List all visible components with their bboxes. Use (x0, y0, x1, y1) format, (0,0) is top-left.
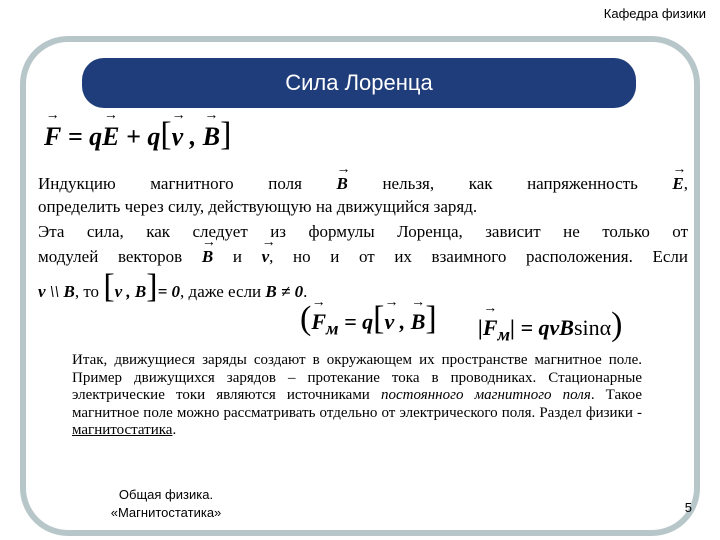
paren-left: ( (300, 300, 312, 337)
inline-b-vector: → B (337, 172, 348, 195)
bracket-left-2: [ (103, 268, 115, 305)
inline-v-vector: → v (262, 245, 270, 268)
fm-eq: = q (338, 309, 374, 334)
footer-course (86, 486, 246, 522)
slide-title-bar (82, 58, 636, 108)
paren-right: ) (611, 306, 623, 343)
formula-comma: , (183, 122, 203, 151)
paragraph-line-3: Эта сила, как следует из формулы Лоренца, зависит не только от (38, 222, 688, 241)
note-part2: . Такое магнитное поле можно рассматривать отдельно от электрического поля. Раздел физики - (72, 387, 642, 421)
mag-sin: sinα (573, 315, 612, 340)
fm-vector: → F (311, 309, 326, 335)
force-vector: → F (44, 122, 61, 152)
paragraph-line-5 (38, 268, 688, 305)
v-vector: → v (172, 122, 184, 152)
footer-line-2: «Магнитостатика» (110, 505, 222, 520)
mag-f-vector: → F (483, 315, 498, 341)
text-line5-end: . (303, 282, 308, 301)
text-line1-b: нельзя, как напряженность (382, 174, 638, 193)
mag-eq: | = qvB (510, 315, 574, 340)
text-line1-a: Индукцию магнитного поля (38, 174, 302, 193)
note-part1: Итак, движущиеся заряды создают в окружающем их пространстве магнитное поле. Пример движущихся зарядов – протекание тока в проводниках. Стационарные электрические токи являются источниками (72, 352, 642, 403)
equals-zero: = 0 (157, 282, 181, 301)
text-line4-and: и (232, 247, 242, 266)
text-line4-a: модулей векторов (38, 247, 183, 266)
formula-eq: = q (61, 122, 103, 151)
fm-b-vector: → B (411, 309, 426, 335)
paragraph-line-4 (38, 245, 688, 268)
note-italic: постоянного магнитного поля (380, 387, 591, 403)
b-not-zero: B ≠ 0 (265, 282, 304, 301)
fm-sub: м (326, 318, 339, 339)
department-label: Кафедра физики (603, 6, 706, 21)
bracket-right: ] (220, 116, 232, 153)
bracket-left: [ (160, 116, 172, 153)
parallel-condition: v \\ B (38, 282, 75, 301)
text-line5-then: , то (74, 282, 100, 301)
bracket-right-2: ] (146, 268, 158, 305)
lorentz-formula (44, 116, 231, 154)
e-vector: → E (102, 122, 119, 152)
cross-product: v , B (114, 282, 147, 301)
slide-title: Сила Лоренца (285, 70, 433, 95)
paragraph-line-2: определить через силу, действующую на движущийся заряд. (38, 197, 478, 216)
text-line1-c: , (683, 174, 688, 193)
formula-plus: + q (119, 122, 161, 151)
abs-bar: | (478, 315, 483, 340)
bracket-left-3: [ (373, 300, 385, 337)
note-part3: . (172, 422, 177, 438)
bracket-right-3: ] (425, 300, 437, 337)
mag-sub: м (497, 324, 511, 345)
page-number: 5 (684, 500, 692, 515)
fm-v-vector: → v (384, 309, 394, 335)
footer-line-1: Общая физика. (118, 487, 214, 502)
note-underlined: магнитостатика (72, 422, 173, 438)
inline-b-vector-2: → B (202, 245, 213, 268)
text-line5-even: , даже если (180, 282, 262, 301)
fm-comma: , (394, 309, 411, 334)
summary-paragraph (72, 352, 642, 440)
paragraph-line-1 (38, 172, 688, 195)
text-line4-b: , но и от их взаимного расположения. Если (269, 247, 688, 266)
b-vector: → B (203, 122, 220, 152)
magnetic-force-formula (300, 300, 437, 339)
magnetic-force-magnitude (478, 306, 622, 345)
inline-e-vector: → E (672, 172, 683, 195)
